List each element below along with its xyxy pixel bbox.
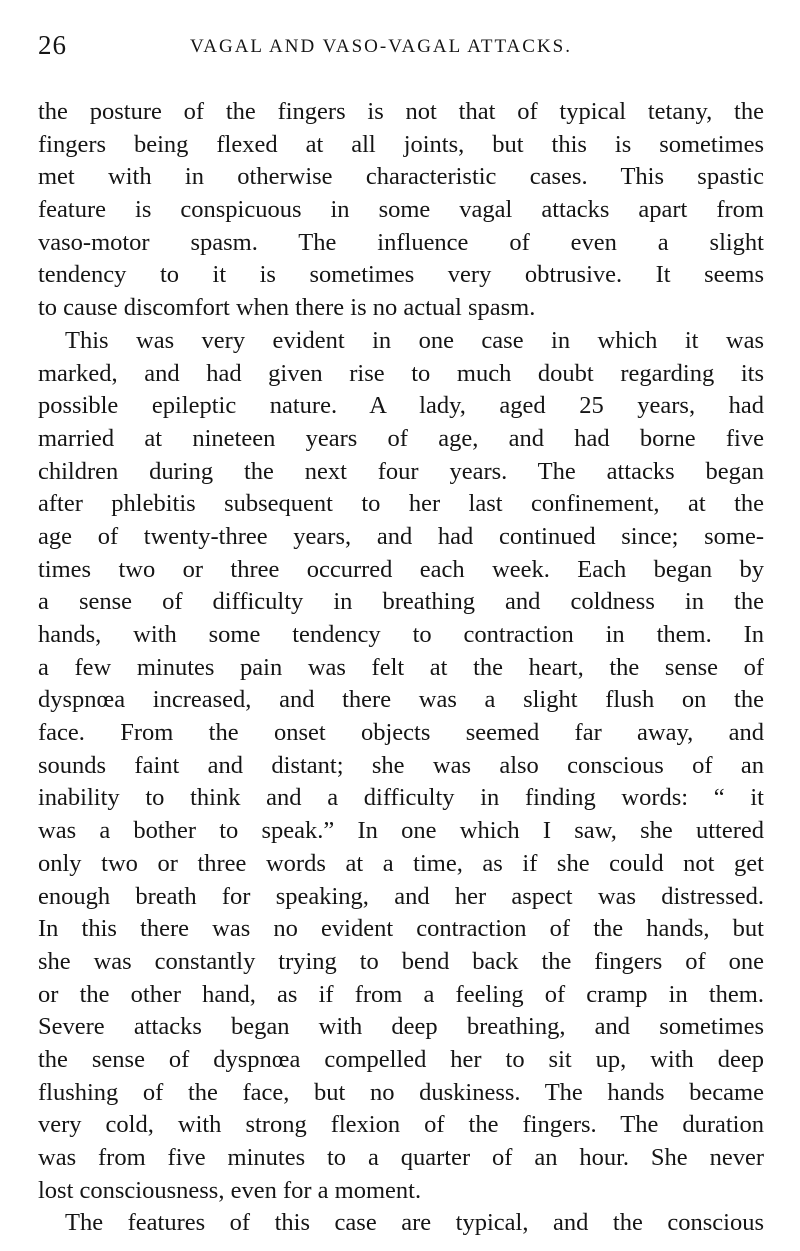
- text-line: times two or three occurred each week. Each began by: [38, 555, 764, 583]
- text-line: feature is conspicuous in some vagal attacks apart from: [38, 196, 764, 224]
- text-line: lost consciousness, even for a moment.: [38, 1176, 422, 1204]
- text-line: Severe attacks began with deep breathing, and sometimes: [38, 1013, 764, 1041]
- text-line: met with in otherwise characteristic cases. This spastic: [38, 163, 764, 191]
- text-line: vaso-motor spasm. The influence of even a slight: [38, 228, 764, 256]
- text-line: or the other hand, as if from a feeling of cramp in them.: [38, 980, 764, 1008]
- text-line: married at nineteen years of age, and had borne five: [38, 424, 764, 452]
- running-title: VAGAL AND VASO-VAGAL ATTACKS.: [190, 36, 572, 57]
- page-header: [38, 26, 764, 68]
- text-line: the posture of the fingers is not that of typical tetany, the: [38, 98, 764, 125]
- text-line: marked, and had given rise to much doubt regarding its: [38, 359, 764, 387]
- text-line: inability to think and a difficulty in finding words: “ it: [38, 784, 764, 812]
- text-line: face. From the onset objects seemed far away, and: [38, 719, 764, 747]
- text-line: The features of this case are typical, and the conscious: [65, 1209, 764, 1237]
- text-line: enough breath for speaking, and her aspect was distressed.: [38, 882, 764, 910]
- page-number: 26: [38, 30, 67, 60]
- text-line: very cold, with strong flexion of the fingers. The duration: [38, 1111, 764, 1139]
- text-line: she was constantly trying to bend back the fingers of one: [38, 947, 764, 975]
- text-line: was from five minutes to a quarter of an hour. She never: [38, 1144, 764, 1171]
- text-line: hands, with some tendency to contraction in them. In: [38, 621, 764, 648]
- text-line: tendency to it is sometimes very obtrusive. It seems: [38, 261, 764, 289]
- text-line: a sense of difficulty in breathing and coldness in the: [38, 588, 764, 616]
- text-line: the sense of dyspnœa compelled her to sit up, with deep: [38, 1045, 764, 1073]
- body-text: [38, 96, 764, 1240]
- text-line: sounds faint and distant; she was also conscious of an: [38, 751, 764, 779]
- text-line: children during the next four years. The attacks began: [38, 457, 764, 485]
- text-line: a few minutes pain was felt at the heart, the sense of: [38, 653, 764, 681]
- text-line: to cause discomfort when there is no actual spasm.: [38, 294, 536, 322]
- text-line: fingers being flexed at all joints, but this is sometimes: [38, 130, 764, 158]
- text-line: dyspnœa increased, and there was a slight flush on the: [38, 686, 764, 714]
- text-line: This was very evident in one case in which it was: [65, 326, 764, 354]
- text-line: was a bother to speak.” In one which I saw, she uttered: [38, 817, 764, 845]
- text-line: In this there was no evident contraction of the hands, but: [38, 915, 764, 943]
- text-line: after phlebitis subsequent to her last confinement, at the: [38, 490, 764, 518]
- text-line: possible epileptic nature. A lady, aged 25 years, had: [38, 392, 764, 420]
- text-line: flushing of the face, but no duskiness. The hands became: [38, 1078, 764, 1106]
- text-line: age of twenty-three years, and had continued since; some-: [38, 522, 764, 550]
- text-line: only two or three words at a time, as if she could not get: [38, 849, 764, 877]
